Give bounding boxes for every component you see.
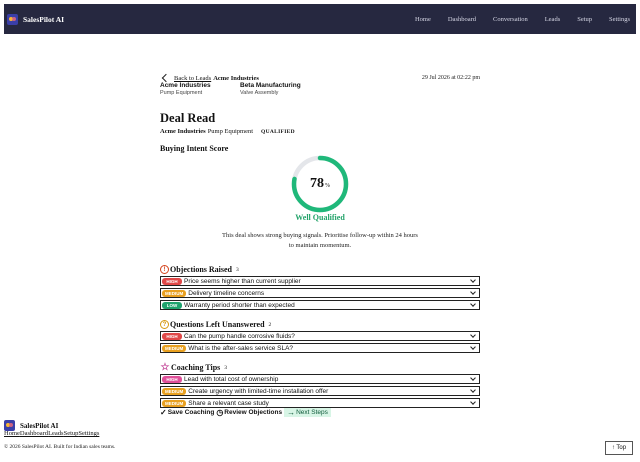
save-coaching-label: Save Coaching [167,409,215,416]
coaching-text: Lead with total cost of ownership [184,375,279,383]
lead-option[interactable] [160,82,240,96]
next-steps-label: Next Steps [296,409,328,416]
action-bar [160,408,333,417]
footer-link-dashboard[interactable]: Dashboard [19,430,49,437]
priority-badge: MEDIUM [162,290,186,297]
deal-company: Acme Industries [160,128,206,135]
intent-label: Well Qualified [295,213,345,222]
review-objections-label: Review Objections [224,409,283,416]
chevron-down-icon[interactable] [470,375,476,381]
timestamp: 29 Jul 2026 at 02:22 pm [421,75,480,81]
coaching-row[interactable] [160,398,480,408]
logo-icon [7,14,18,25]
objections-count: 3 [236,266,239,273]
question-text: What is the after-sales service SLA? [188,344,294,352]
objection-row[interactable] [160,300,480,310]
questions-heading [160,320,271,329]
lead-option-segment: Valve Assembly [240,90,279,96]
coaching-heading [160,363,227,372]
page-title: Deal Read [160,111,216,125]
intent-heading: Buying Intent Score [160,144,229,153]
questions-count: 2 [268,321,272,328]
objections-heading [160,265,239,274]
coaching-row[interactable] [160,386,480,396]
footer-link-leads[interactable]: Leads [48,430,64,437]
question-text: Can the pump handle corrosive fluids? [184,332,295,340]
star-icon: ☆ [160,362,170,373]
next-steps-button[interactable] [284,408,331,417]
priority-badge: HIGH [162,278,182,285]
footer-link-settings[interactable]: Settings [78,430,100,437]
chevron-down-icon[interactable] [470,387,476,393]
back-to-top-button[interactable]: ↑ Top [605,441,633,455]
footer-links [4,430,99,437]
objection-text: Warranty period shorter than expected [184,301,295,309]
app-name: SalesPilot AI [23,14,65,24]
objection-text: Delivery timeline concerns [188,289,265,297]
arrow-right-icon: → [287,408,296,417]
intent-score-value: 78 [310,176,324,191]
back-to-leads-link[interactable]: Back to Leads [174,74,212,82]
priority-badge: MEDIUM [162,345,186,352]
footer-link-setup[interactable]: Setup [63,430,79,437]
clock-icon: ◷ [216,408,224,417]
nav-setup[interactable]: Setup [577,15,593,23]
coaching-text: Share a relevant case study [188,399,269,407]
nav-links [398,16,630,23]
questions-title: Questions Left Unanswered [170,320,265,329]
review-objections-button[interactable] [216,408,282,417]
lead-option-name: Beta Manufacturing [240,82,301,89]
nav-conversation[interactable]: Conversation [493,15,528,23]
alert-circle-icon: ! [160,265,169,274]
chevron-down-icon[interactable] [470,332,476,338]
nav-dashboard[interactable]: Dashboard [447,15,477,23]
lead-option-name: Acme Industries [160,82,211,89]
question-circle-icon: ? [160,320,169,329]
priority-badge: HIGH [162,333,182,340]
breadcrumb-account: Acme Industries [213,74,259,82]
priority-badge: MEDIUM [162,400,186,407]
objection-text: Price seems higher than current supplier [184,277,301,285]
nav-home[interactable]: Home [414,15,431,23]
chevron-down-icon[interactable] [470,344,476,350]
status-badge: QUALIFIED [261,128,295,135]
nav-leads[interactable]: Leads [544,15,561,23]
priority-badge: MEDIUM [162,388,186,395]
question-row[interactable] [160,331,480,341]
coaching-row[interactable] [160,374,480,384]
chevron-down-icon[interactable] [470,301,476,307]
lead-option-segment: Pump Equipment [160,90,203,96]
coaching-text: Create urgency with limited-time installation offer [188,387,329,395]
chevron-down-icon[interactable] [470,399,476,405]
coaching-count: 3 [224,364,228,371]
intent-description: This deal shows strong buying signals. Prioritise follow-up within 24 hours to maintain momentum. [222,232,418,249]
nav-settings[interactable]: Settings [609,15,630,23]
copyright: © 2026 SalesPilot AI. Built for Indian sales teams. [4,444,116,450]
chevron-down-icon[interactable] [470,277,476,283]
deal-subline [160,128,295,135]
priority-badge: HIGH [162,376,182,383]
deal-segment: Pump Equipment [207,128,254,135]
objection-row[interactable] [160,276,480,286]
lead-option[interactable] [240,82,320,96]
coaching-title: Coaching Tips [171,363,221,372]
objections-title: Objections Raised [170,265,232,274]
chevron-down-icon[interactable] [470,289,476,295]
chevron-left-icon[interactable] [162,74,170,82]
intent-score-unit: % [325,183,330,189]
save-coaching-button[interactable] [160,408,214,417]
lead-switcher [160,82,320,96]
check-icon: ✓ [160,408,167,417]
footer-link-home[interactable]: Home [4,430,20,437]
priority-badge: LOW [162,302,182,309]
objection-row[interactable] [160,288,480,298]
footer-app-name: SalesPilot AI [20,421,59,430]
top-navbar [4,4,636,34]
intent-score [290,176,350,192]
question-row[interactable] [160,343,480,353]
